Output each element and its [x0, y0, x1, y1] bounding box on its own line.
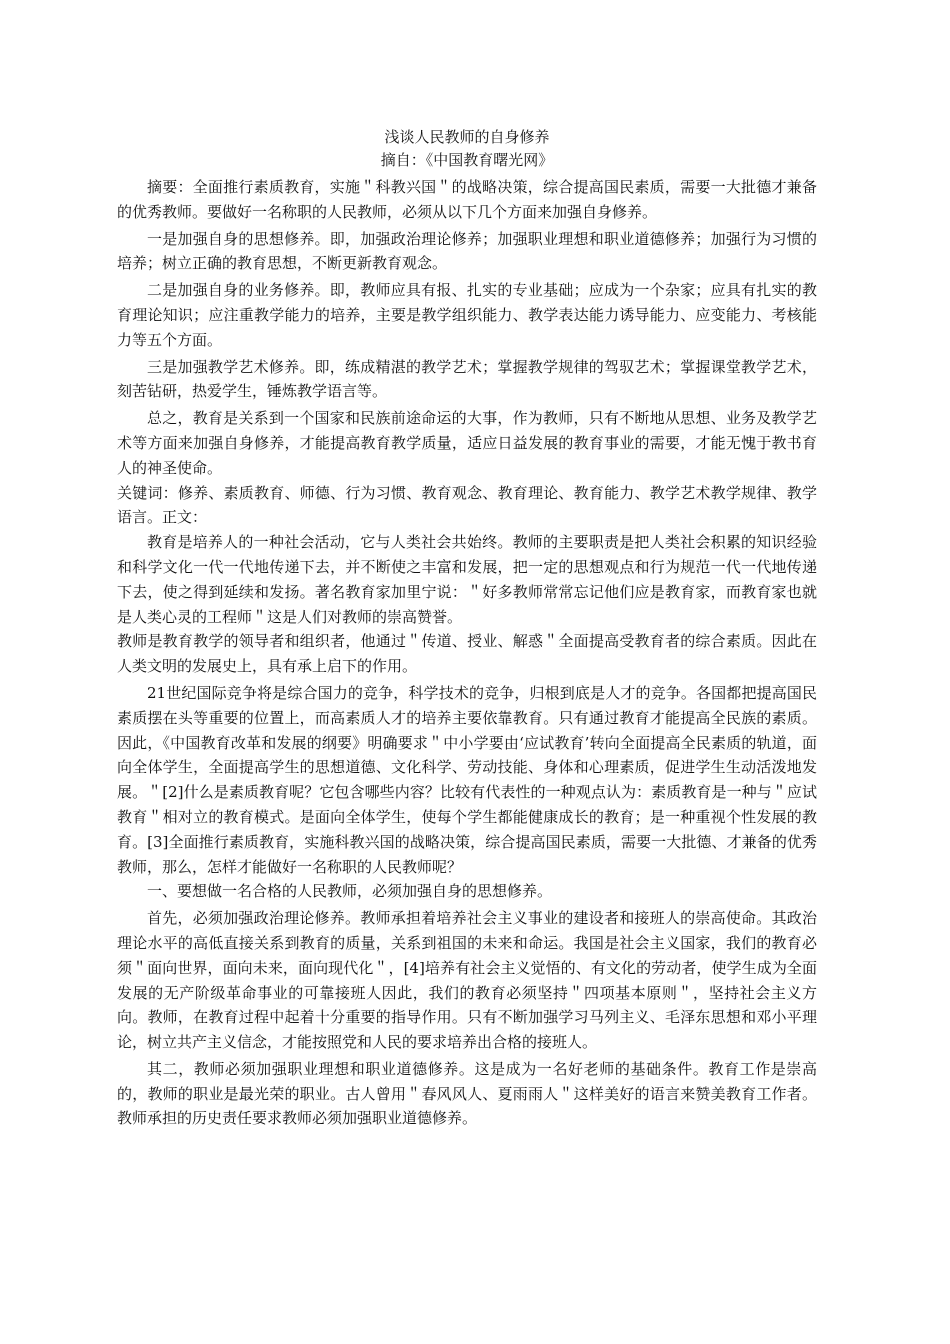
- body-paragraph: 教师是教育教学的领导者和组织者，他通过＂传道、授业、解惑＂全面提高受教育者的综合素质。因此在人类文明的发展史上，具有承上启下的作用。: [117, 632, 817, 676]
- keywords-paragraph: 关键词：修养、素质教育、师德、行为习惯、教育观念、教育理论、教育能力、教学艺术教学规律、教学语言。正文：: [117, 483, 817, 527]
- body-paragraph: 首先，必须加强政治理论修养。教师承担着培养社会主义事业的建设者和接班人的崇高使命。其政治理论水平的高低直接关系到教育的质量，关系到祖国的未来和命运。我国是社会主义国家，我们的教育必须＂面向世界，面向未来，面向现代化＂，[4]培养有社会主义觉悟的、有文化的劳动者，使学生成为全面发展的无产阶级革命事业的可靠接班人因此，我们的教育必须坚持＂四项基本原则＂，坚持社会主义方向。教师，在教育过程中起着十分重要的指导作用。只有不断加强学习马列主义、毛泽东思想和邓小平理论，树立共产主义信念，才能按照党和人民的要求培养出合格的接班人。: [117, 909, 817, 1052]
- section-heading: 一、要想做一名合格的人民教师，必须加强自身的思想修养。: [147, 882, 553, 901]
- body-paragraph: 教育是培养人的一种社会活动，它与人类社会共始终。教师的主要职责是把人类社会积累的知识经验和科学文化一代一代地传递下去，并不断使之丰富和发展，把一定的思想观点和行为规范一代一代地传递下去，使之得到延续和发扬。著名教育家加里宁说：＂好多教师常常忘记他们应是教育家，而教育家也就是人类心灵的工程师＂这是人们对教师的崇高赞誉。: [117, 533, 817, 626]
- body-paragraph: 其二，教师必须加强职业理想和职业道德修养。这是成为一名好老师的基础条件。教育工作是崇高的，教师的职业是最光荣的职业。古人曾用＂春风风人、夏雨雨人＂这样美好的语言来赞美教育工作者。教师承担的历史责任要求教师必须加强职业道德修养。: [117, 1059, 817, 1128]
- body-paragraph: 三是加强教学艺术修养。即，练成精湛的教学艺术；掌握教学规律的驾驭艺术；掌握课堂教学艺术，刻苦钻研，热爱学生，锤炼教学语言等。: [117, 357, 817, 401]
- document-source: 摘自：《中国教育曙光网》: [380, 151, 554, 169]
- document-title: 浅谈人民教师的自身修养: [384, 128, 550, 146]
- document-page: [117, 126, 817, 1133]
- body-paragraph: 一是加强自身的思想修养。即，加强政治理论修养；加强职业理想和职业道德修养；加强行为习惯的培养；树立正确的教育思想，不断更新教育观念。: [117, 229, 817, 273]
- body-paragraph: 21世纪国际竞争将是综合国力的竞争，科学技术的竞争，归根到底是人才的竞争。各国都把提高国民素质摆在头等重要的位置上，而高素质人才的培养主要依靠教育。只有通过教育才能提高全民族的素质。因此，《中国教育改革和发展的纲要》明确要求＂中小学要由‘应试教育’转向全面提高全民素质的轨道，面向全体学生，全面提高学生的思想道德、文化科学、劳动技能、身体和心理素质，促进学生生动活泼地发展。＂[2]什么是素质教育呢？它包含哪些内容？比较有代表性的一种观点认为：素质教育是一种与＂应试教育＂相对立的教育模式。是面向全体学生，使每个学生都能健康成长的教育；是一种重视个性发展的教育。[3]全面推行素质教育，实施科教兴国的战略决策，综合提高国民素质，需要一大批德、才兼备的优秀教师，那么，怎样才能做好一名称职的人民教师呢？: [117, 683, 817, 876]
- abstract-paragraph: 摘要：全面推行素质教育，实施＂科教兴国＂的战略决策，综合提高国民素质，需要一大批德才兼备的优秀教师。要做好一名称职的人民教师，必须从以下几个方面来加强自身修养。: [117, 178, 817, 221]
- body-paragraph: 总之，教育是关系到一个国家和民族前途命运的大事，作为教师，只有不断地从思想、业务及教学艺术等方面来加强自身修养，才能提高教育教学质量，适应日益发展的教育事业的需要，才能无愧于教书育人的神圣使命。: [117, 409, 817, 477]
- body-paragraph: 二是加强自身的业务修养。即，教师应具有报、扎实的专业基础；应成为一个杂家；应具有扎实的教育理论知识；应注重教学能力的培养，主要是教学组织能力、教学表达能力诱导能力、应变能力、考核能力等五个方面。: [117, 281, 817, 349]
